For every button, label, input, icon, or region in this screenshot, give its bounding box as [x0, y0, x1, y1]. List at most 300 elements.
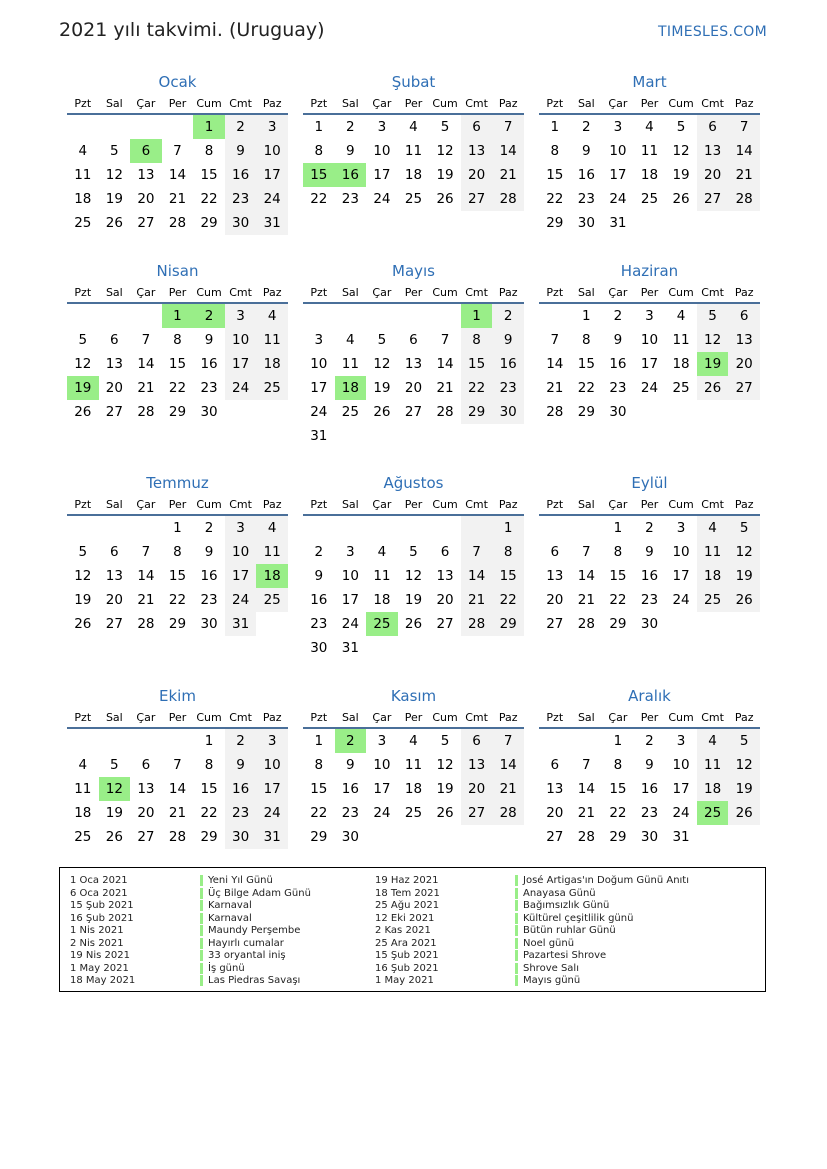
day-cell: 12: [105, 167, 123, 183]
day-cell: 23: [225, 801, 257, 825]
day-cell: 28: [577, 616, 595, 632]
day-cell: 3: [256, 729, 288, 753]
legend-date: 1 Oca 2021: [70, 875, 128, 886]
month-block: [539, 71, 760, 235]
day-cell: 7: [550, 332, 560, 348]
day-cell: 23: [341, 805, 359, 821]
day-cell: 19: [105, 191, 123, 207]
weekday-label: Cum: [668, 710, 694, 724]
empty-day-cell: [130, 516, 162, 540]
day-cell: 11: [373, 568, 391, 584]
day-cell: 14: [436, 356, 454, 372]
empty-day-cell: [303, 304, 335, 328]
legend-date: 25 Ağu 2021: [375, 900, 440, 911]
legend-name-text: Las Piedras Savaşı: [200, 975, 300, 986]
day-cell: 17: [225, 564, 257, 588]
day-cell: 23: [341, 191, 359, 207]
day-cell: 15: [303, 163, 335, 187]
weekday-label: Pzt: [310, 710, 328, 724]
day-cell: 13: [105, 356, 123, 372]
day-cell: 10: [672, 757, 690, 773]
weekday-label: Cmt: [701, 96, 724, 110]
day-cell: 22: [609, 805, 627, 821]
day-cell: 20: [137, 805, 155, 821]
empty-day-cell: [67, 729, 99, 753]
month-name: Şubat: [391, 73, 436, 91]
day-cell: 31: [672, 829, 690, 845]
day-cell: 4: [377, 544, 387, 560]
legend-name-text: Hayırlı cumalar: [200, 938, 284, 949]
legend-date: 15 Şub 2021: [70, 900, 134, 911]
weekday-label: Per: [168, 710, 187, 724]
legend-date: 15 Şub 2021: [375, 950, 439, 961]
legend-left-names: [200, 875, 311, 988]
month-name: Temmuz: [146, 474, 209, 492]
day-cell: 26: [697, 376, 729, 400]
day-cell: 21: [461, 588, 493, 612]
day-grid: [303, 115, 524, 211]
month-name: Eylül: [631, 474, 668, 492]
day-cell: 30: [225, 211, 257, 235]
legend-holiday-name: [515, 963, 689, 976]
legend-holiday-name: [515, 938, 689, 951]
weekday-label: Sal: [341, 285, 359, 299]
empty-day-cell: [539, 304, 571, 328]
day-cell: 21: [546, 380, 564, 396]
day-cell: 10: [341, 568, 359, 584]
empty-day-cell: [335, 304, 367, 328]
day-cell: 15: [609, 568, 627, 584]
day-cell: 27: [137, 829, 155, 845]
day-cell: 1: [162, 304, 194, 328]
weekday-label: Pzt: [74, 285, 92, 299]
month-name: Ocak: [158, 73, 197, 91]
month-name: Nisan: [156, 262, 199, 280]
weekday-label: Çar: [608, 710, 628, 724]
day-cell: 11: [74, 167, 92, 183]
day-cell: 4: [697, 516, 729, 540]
empty-day-cell: [429, 516, 461, 540]
day-cell: 25: [640, 191, 659, 207]
day-cell: 26: [404, 616, 423, 632]
day-cell: 15: [492, 564, 524, 588]
day-cell: 24: [225, 376, 257, 400]
day-cell: 8: [204, 757, 214, 773]
weekday-label: Paz: [262, 96, 282, 110]
day-cell: 4: [78, 757, 88, 773]
day-cell: 28: [168, 215, 187, 231]
day-cell: 2: [314, 544, 324, 560]
day-cell: 14: [461, 564, 493, 588]
day-cell: 23: [310, 616, 328, 632]
weekday-label: Pzt: [546, 96, 564, 110]
day-cell: 3: [346, 544, 355, 560]
day-cell: 2: [346, 119, 355, 135]
day-cell: 21: [577, 592, 595, 608]
day-grid: [67, 729, 288, 849]
weekday-header: [539, 707, 760, 729]
day-cell: 12: [728, 540, 760, 564]
day-cell: 16: [492, 352, 524, 376]
day-cell: 22: [492, 588, 524, 612]
day-cell: 8: [461, 328, 493, 352]
weekday-label: Cum: [196, 710, 222, 724]
day-cell: 22: [168, 592, 187, 608]
day-cell: 22: [200, 191, 218, 207]
day-cell: 30: [492, 400, 524, 424]
day-cell: 29: [200, 829, 218, 845]
day-cell: 13: [546, 568, 564, 584]
day-cell: 24: [373, 805, 391, 821]
day-cell: 27: [546, 829, 564, 845]
day-cell: 20: [404, 380, 423, 396]
weekday-label: Paz: [734, 285, 754, 299]
month-block: [303, 71, 524, 211]
weekday-label: Çar: [136, 710, 156, 724]
empty-day-cell: [539, 516, 571, 540]
legend-name-text: Anayasa Günü: [515, 888, 596, 899]
day-cell: 2: [225, 115, 257, 139]
day-cell: 15: [200, 781, 218, 797]
weekday-label: Pzt: [546, 497, 564, 511]
weekday-label: Per: [640, 96, 659, 110]
weekday-header: [303, 282, 524, 304]
empty-day-cell: [99, 115, 131, 139]
day-cell: 29: [577, 404, 595, 420]
day-cell: 23: [200, 380, 218, 396]
day-cell: 31: [609, 215, 627, 231]
day-cell: 24: [373, 191, 391, 207]
day-grid: [67, 516, 288, 636]
weekday-label: Per: [404, 497, 423, 511]
day-cell: 20: [728, 352, 760, 376]
day-cell: 10: [256, 753, 288, 777]
day-cell: 1: [193, 115, 225, 139]
day-cell: 5: [78, 332, 88, 348]
day-cell: 25: [74, 829, 92, 845]
day-cell: 29: [168, 404, 187, 420]
day-cell: 26: [436, 805, 454, 821]
legend-holiday-name: [200, 925, 311, 938]
day-cell: 25: [404, 191, 423, 207]
legend-holiday-name: [515, 950, 689, 963]
day-cell: 13: [728, 328, 760, 352]
day-cell: 19: [728, 564, 760, 588]
day-cell: 9: [582, 143, 591, 159]
empty-day-cell: [162, 115, 194, 139]
day-cell: 27: [461, 187, 493, 211]
day-cell: 15: [200, 167, 218, 183]
day-cell: 17: [373, 167, 391, 183]
day-cell: 11: [256, 540, 288, 564]
weekday-label: Cmt: [701, 285, 724, 299]
day-cell: 24: [341, 616, 359, 632]
day-cell: 13: [137, 781, 155, 797]
weekday-label: Sal: [341, 497, 359, 511]
day-cell: 25: [404, 805, 423, 821]
day-cell: 22: [461, 376, 493, 400]
weekday-label: Cmt: [701, 710, 724, 724]
day-cell: 17: [640, 356, 659, 372]
empty-day-cell: [429, 304, 461, 328]
day-cell: 5: [110, 143, 119, 159]
month-block: [303, 260, 524, 448]
day-cell: 17: [341, 592, 359, 608]
month-block: [539, 472, 760, 636]
day-cell: 8: [204, 143, 214, 159]
empty-day-cell: [67, 304, 99, 328]
weekday-label: Sal: [577, 497, 595, 511]
day-cell: 4: [256, 304, 288, 328]
day-cell: 8: [492, 540, 524, 564]
legend-holiday-name: [200, 875, 311, 888]
day-cell: 27: [137, 215, 155, 231]
day-cell: 27: [461, 801, 493, 825]
legend-left-dates: [70, 875, 135, 988]
day-cell: 21: [728, 163, 760, 187]
day-cell: 12: [436, 143, 454, 159]
legend-holiday-name: [515, 975, 689, 988]
weekday-label: Paz: [262, 497, 282, 511]
weekday-header: [67, 707, 288, 729]
day-cell: 16: [200, 568, 218, 584]
day-cell: 16: [225, 163, 257, 187]
day-cell: 1: [582, 308, 591, 324]
day-cell: 18: [335, 376, 367, 400]
day-cell: 13: [137, 167, 155, 183]
day-cell: 26: [672, 191, 690, 207]
legend-date: 6 Oca 2021: [70, 887, 128, 899]
day-cell: 9: [225, 139, 257, 163]
legend-holiday-name: [200, 963, 311, 976]
empty-day-cell: [162, 729, 194, 753]
day-cell: 11: [74, 781, 92, 797]
day-cell: 14: [492, 753, 524, 777]
day-cell: 30: [341, 829, 359, 845]
day-cell: 19: [67, 376, 99, 400]
weekday-label: Cum: [432, 710, 458, 724]
month-block: [67, 71, 288, 235]
day-cell: 16: [335, 163, 367, 187]
day-cell: 12: [672, 143, 690, 159]
day-grid: [539, 304, 760, 424]
day-cell: 21: [168, 805, 187, 821]
day-cell: 28: [461, 612, 493, 636]
weekday-label: Sal: [577, 285, 595, 299]
weekday-label: Pzt: [546, 710, 564, 724]
day-cell: 18: [697, 777, 729, 801]
weekday-label: Pzt: [74, 497, 92, 511]
legend-date: 16 Şub 2021: [375, 962, 439, 974]
weekday-header: [303, 494, 524, 516]
weekday-label: Cmt: [465, 285, 488, 299]
day-cell: 30: [609, 404, 627, 420]
day-grid: [303, 516, 524, 660]
day-cell: 12: [99, 777, 131, 801]
day-cell: 2: [204, 520, 214, 536]
empty-day-cell: [130, 729, 162, 753]
day-cell: 20: [546, 592, 564, 608]
weekday-label: Cum: [432, 96, 458, 110]
day-cell: 12: [697, 328, 729, 352]
day-cell: 15: [168, 568, 187, 584]
day-cell: 24: [256, 801, 288, 825]
day-cell: 19: [436, 167, 454, 183]
day-cell: 24: [256, 187, 288, 211]
empty-day-cell: [303, 516, 335, 540]
weekday-label: Pzt: [310, 497, 328, 511]
day-cell: 26: [105, 215, 123, 231]
day-cell: 28: [137, 404, 155, 420]
day-cell: 30: [640, 829, 659, 845]
month-block: [303, 685, 524, 849]
month-block: [67, 685, 288, 849]
day-cell: 22: [168, 380, 187, 396]
day-cell: 9: [492, 328, 524, 352]
day-cell: 15: [461, 352, 493, 376]
day-cell: 2: [225, 729, 257, 753]
legend-date: 12 Eki 2021: [375, 912, 435, 924]
empty-day-cell: [99, 304, 131, 328]
day-cell: 27: [436, 616, 454, 632]
legend-name-text: Mayıs günü: [515, 975, 580, 986]
weekday-label: Per: [404, 285, 423, 299]
day-cell: 10: [225, 540, 257, 564]
weekday-label: Sal: [105, 710, 123, 724]
day-cell: 14: [577, 568, 595, 584]
weekday-label: Paz: [734, 96, 754, 110]
day-cell: 15: [609, 781, 627, 797]
day-cell: 5: [110, 757, 119, 773]
day-cell: 1: [550, 119, 560, 135]
day-cell: 22: [577, 380, 595, 396]
day-cell: 11: [697, 540, 729, 564]
weekday-label: Sal: [105, 96, 123, 110]
day-cell: 9: [346, 757, 355, 773]
day-cell: 24: [225, 588, 257, 612]
day-cell: 19: [373, 380, 391, 396]
legend-name-text: Karnaval: [200, 913, 252, 924]
legend-date: 19 Nis 2021: [70, 950, 130, 961]
day-cell: 2: [492, 304, 524, 328]
day-cell: 2: [335, 729, 367, 753]
weekday-label: Cmt: [465, 497, 488, 511]
day-cell: 12: [74, 356, 92, 372]
day-cell: 17: [672, 568, 690, 584]
day-cell: 19: [672, 167, 690, 183]
day-cell: 20: [105, 592, 123, 608]
day-cell: 23: [225, 187, 257, 211]
day-cell: 13: [404, 356, 423, 372]
day-cell: 29: [546, 215, 564, 231]
weekday-label: Cum: [668, 285, 694, 299]
day-cell: 6: [461, 729, 493, 753]
day-cell: 23: [640, 592, 659, 608]
weekday-label: Çar: [372, 285, 392, 299]
day-cell: 30: [200, 404, 218, 420]
weekday-label: Cmt: [229, 710, 252, 724]
day-cell: 21: [137, 592, 155, 608]
weekday-label: Cmt: [229, 497, 252, 511]
day-cell: 25: [697, 801, 729, 825]
weekday-label: Cum: [668, 96, 694, 110]
day-cell: 18: [256, 564, 288, 588]
day-cell: 3: [225, 304, 257, 328]
weekday-header: [303, 707, 524, 729]
day-cell: 31: [256, 825, 288, 849]
day-cell: 1: [613, 733, 623, 749]
day-cell: 5: [697, 304, 729, 328]
day-cell: 5: [728, 729, 760, 753]
day-cell: 27: [728, 376, 760, 400]
day-cell: 25: [697, 588, 729, 612]
day-cell: 3: [225, 516, 257, 540]
weekday-label: Çar: [136, 96, 156, 110]
legend-holiday-name: [200, 975, 311, 988]
day-cell: 22: [200, 805, 218, 821]
brand-link[interactable]: TIMESLES.COM: [658, 24, 767, 40]
day-cell: 15: [310, 781, 328, 797]
day-cell: 7: [141, 544, 151, 560]
day-cell: 24: [310, 404, 328, 420]
day-cell: 15: [168, 356, 187, 372]
legend-holiday-name: [200, 888, 311, 901]
day-cell: 31: [256, 211, 288, 235]
weekday-label: Cum: [196, 285, 222, 299]
weekday-header: [539, 282, 760, 304]
day-cell: 21: [137, 380, 155, 396]
day-cell: 8: [550, 143, 560, 159]
day-cell: 11: [697, 753, 729, 777]
day-cell: 6: [697, 115, 729, 139]
day-cell: 22: [609, 592, 627, 608]
day-cell: 14: [168, 167, 187, 183]
weekday-label: Çar: [608, 96, 628, 110]
weekday-label: Cum: [432, 497, 458, 511]
day-cell: 30: [200, 616, 218, 632]
day-cell: 7: [173, 143, 182, 159]
holiday-legend: [59, 867, 766, 992]
day-cell: 16: [640, 781, 659, 797]
month-name: Ağustos: [383, 474, 444, 492]
legend-date: 2 Nis 2021: [70, 937, 124, 949]
day-cell: 16: [200, 356, 218, 372]
day-cell: 19: [105, 805, 123, 821]
weekday-label: Paz: [734, 710, 754, 724]
day-cell: 12: [404, 568, 423, 584]
day-cell: 18: [404, 781, 423, 797]
month-block: [67, 472, 288, 636]
day-cell: 17: [310, 380, 328, 396]
day-cell: 8: [314, 143, 324, 159]
weekday-label: Sal: [577, 710, 595, 724]
day-cell: 1: [613, 520, 623, 536]
day-cell: 8: [582, 332, 591, 348]
day-cell: 22: [310, 805, 328, 821]
day-cell: 28: [436, 404, 454, 420]
legend-name-text: Pazartesi Shrove: [515, 950, 606, 961]
empty-day-cell: [366, 304, 398, 328]
day-cell: 18: [74, 191, 92, 207]
day-cell: 24: [640, 380, 659, 396]
day-grid: [539, 115, 760, 235]
day-cell: 13: [546, 781, 564, 797]
day-cell: 27: [105, 616, 123, 632]
day-cell: 6: [550, 544, 560, 560]
weekday-label: Çar: [136, 497, 156, 511]
day-cell: 28: [728, 187, 760, 211]
day-cell: 10: [256, 139, 288, 163]
